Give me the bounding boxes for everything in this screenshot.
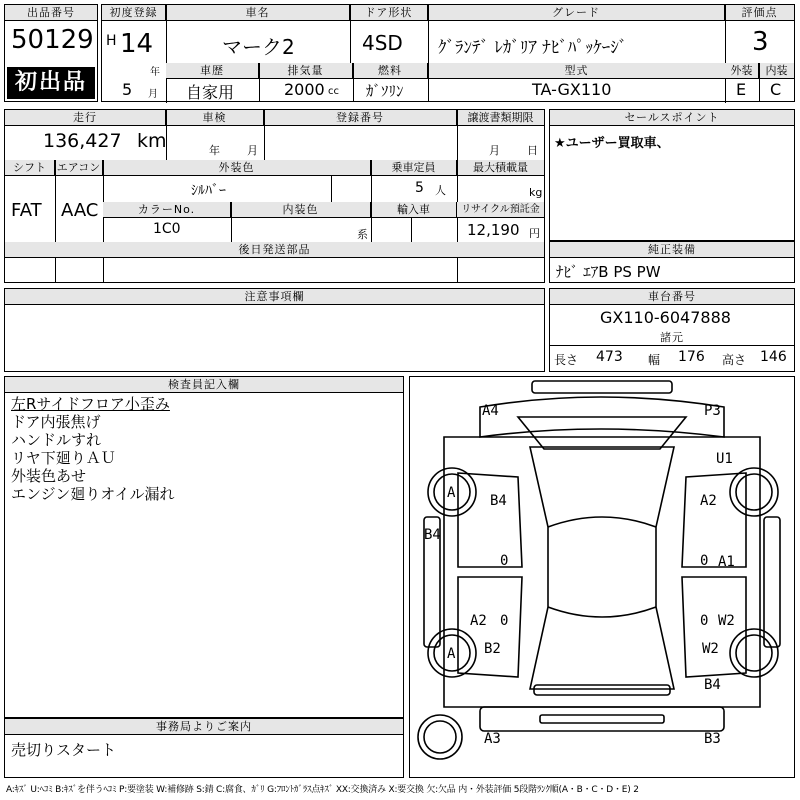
transfer-label: 譲渡書類期限 [457, 110, 544, 126]
inspector-line: リヤ下廻りＡＵ [11, 449, 116, 467]
disp-label: 排気量 [259, 63, 353, 79]
recycle-unit: 円 [529, 227, 540, 240]
inspector-line: ドア内張焦げ [11, 413, 101, 431]
sales-text: ★ユーザー買取車、 [554, 136, 670, 151]
lot-block [4, 4, 98, 102]
ac-label: エアコン [55, 160, 103, 176]
car-diagram [410, 377, 794, 777]
mark-b4-rear: B4 [704, 677, 721, 693]
sales-point-box [549, 109, 795, 241]
door-label: ドア形状 [350, 5, 428, 21]
ext-label: 外装 [725, 63, 759, 79]
recycle-label: リサイクル預託金 [457, 202, 544, 218]
notes-box [4, 288, 545, 372]
sales-label: セールスポイント [550, 110, 794, 126]
ext-grade: E [736, 80, 747, 99]
inspector-line: 左Rサイドフロア小歪み [11, 395, 170, 413]
mark-a2-left: A2 [470, 613, 487, 629]
colorno-label: カラーNo. [103, 202, 231, 218]
chassis-label: 車台番号 [550, 289, 794, 305]
mark-zero-right2: 0 [700, 613, 709, 629]
intcolor-label: 内装色 [231, 202, 371, 218]
model-label: 型式 [428, 63, 725, 79]
insp-month-unit: 月 [247, 144, 258, 157]
transfer-day-unit: 日 [527, 144, 538, 157]
history-value: 自家用 [186, 83, 235, 102]
shipping-label: 後日発送部品 [5, 242, 544, 258]
mark-w2-rear: W2 [702, 641, 719, 657]
mark-zero-left2: 0 [500, 613, 509, 629]
mark-a-front-left: A [447, 485, 456, 501]
mark-zero-left: 0 [500, 553, 509, 569]
mark-a4: A4 [482, 403, 499, 419]
car-diagram-box [409, 376, 795, 778]
capacity-label: 乗車定員 [371, 160, 457, 176]
recycle-value: 12,190 [467, 221, 520, 239]
insp-year-unit: 年 [209, 144, 220, 157]
width-label: 幅 [648, 353, 661, 367]
reg-month-unit: 月 [148, 89, 158, 100]
equipment-label: 純正装備 [550, 242, 794, 258]
car-name: マーク2 [222, 35, 295, 59]
name-label: 車名 [166, 5, 350, 21]
reg-label: 初度登録 [102, 5, 166, 21]
reg-month: 5 [122, 80, 133, 99]
equipment-box [549, 241, 795, 283]
load-unit: kg [529, 186, 543, 199]
chassis-number: GX110-6047888 [600, 308, 731, 327]
office-box [4, 718, 404, 778]
capacity-value: 5 [415, 180, 424, 196]
mark-u1: U1 [716, 451, 733, 467]
dims-label: 諸元 [550, 330, 794, 346]
mark-a1: A1 [718, 554, 735, 570]
score-label: 評価点 [725, 5, 794, 21]
length-value: 473 [596, 349, 623, 365]
mark-b4-front: B4 [490, 493, 507, 509]
disp-unit: cc [328, 86, 339, 97]
mark-w2-right: W2 [718, 613, 735, 629]
mark-b3: B3 [704, 731, 721, 747]
int-grade: C [770, 80, 782, 99]
capacity-unit: 人 [435, 184, 446, 197]
shift-label: シフト [5, 160, 55, 176]
info-grid [4, 109, 545, 283]
reg-year: 14 [120, 29, 154, 59]
mark-a2-right: A2 [700, 493, 717, 509]
inspector-line: エンジン廻りオイル漏れ [11, 485, 175, 503]
inspector-label: 検査員記入欄 [5, 377, 403, 393]
lot-number: 50129 [11, 25, 94, 55]
color-value: ｼﾙﾊﾞｰ [191, 183, 226, 199]
office-label: 事務局よりご案内 [5, 719, 403, 735]
color-no: 1C0 [153, 221, 181, 237]
ac-value: AAC [61, 200, 99, 221]
score-value: 3 [752, 27, 769, 57]
legend-footer: A:ｷｽﾞ U:ﾍｺﾐ B:ｷｽﾞを伴うﾍｺﾐ P:要塗装 W:補修跡 S:錆 C:腐食、ｶﾞﾘ G:ﾌﾛﾝﾄｶﾞﾗｽ点ｷｽﾞ XX:交換済み X:要交換 欠:欠品 内・外装評価 5段階ﾗﾝｸ順(A・B・C・D・E) 2 [6, 785, 639, 795]
fuel-value: ｶﾞｿﾘﾝ [366, 82, 404, 100]
lot-label: 出品番号 [5, 5, 97, 21]
reg-era: H [106, 33, 117, 49]
length-label: 長さ [554, 353, 579, 367]
width-value: 176 [678, 349, 705, 365]
mileage-value: 136,427 [43, 130, 122, 152]
office-text: 売切りスタート [11, 741, 117, 759]
grade-label: グレード [428, 5, 725, 21]
first-listing-badge: 初出品 [7, 67, 95, 99]
inspection-label: 車検 [166, 110, 264, 126]
equipment-text: ﾅﾋﾞ ｴｱB PS PW [556, 263, 661, 281]
mileage-unit: km [137, 130, 167, 152]
mark-a-rear-left: A [447, 646, 456, 662]
color-label: 外装色 [103, 160, 371, 176]
reg-year-unit: 年 [150, 67, 160, 78]
chassis-box [549, 288, 795, 372]
height-label: 高さ [722, 353, 747, 367]
mark-b4-left: B4 [424, 527, 441, 543]
history-label: 車歴 [166, 63, 259, 79]
inspector-box [4, 376, 404, 718]
int-label: 内装 [759, 63, 794, 79]
intcolor-suffix: 系 [357, 228, 368, 241]
model-value: TA-GX110 [532, 80, 612, 99]
mark-b2: B2 [484, 641, 501, 657]
notes-label: 注意事項欄 [5, 289, 544, 305]
inspector-line: ハンドルすれ [11, 431, 102, 449]
vehicle-header [101, 4, 795, 102]
inspector-line: 外装色あせ [11, 467, 87, 485]
mark-a3: A3 [484, 731, 501, 747]
mileage-label: 走行 [5, 110, 166, 126]
import-label: 輸入車 [371, 202, 457, 218]
shift-value: FAT [11, 200, 42, 221]
load-label: 最大積載量 [457, 160, 544, 176]
mark-zero-right: 0 [700, 553, 709, 569]
fuel-label: 燃料 [353, 63, 428, 79]
grade-value: ｸﾞﾗﾝﾃﾞ ﾚｶﾞﾘｱ ﾅﾋﾞﾊﾟｯｹｰｼﾞ [438, 38, 628, 58]
door-type: 4SD [362, 31, 403, 55]
height-value: 146 [760, 349, 787, 365]
displacement: 2000 [284, 80, 325, 99]
regno-label: 登録番号 [264, 110, 457, 126]
transfer-month-unit: 月 [489, 144, 500, 157]
mark-p3: P3 [704, 403, 721, 419]
